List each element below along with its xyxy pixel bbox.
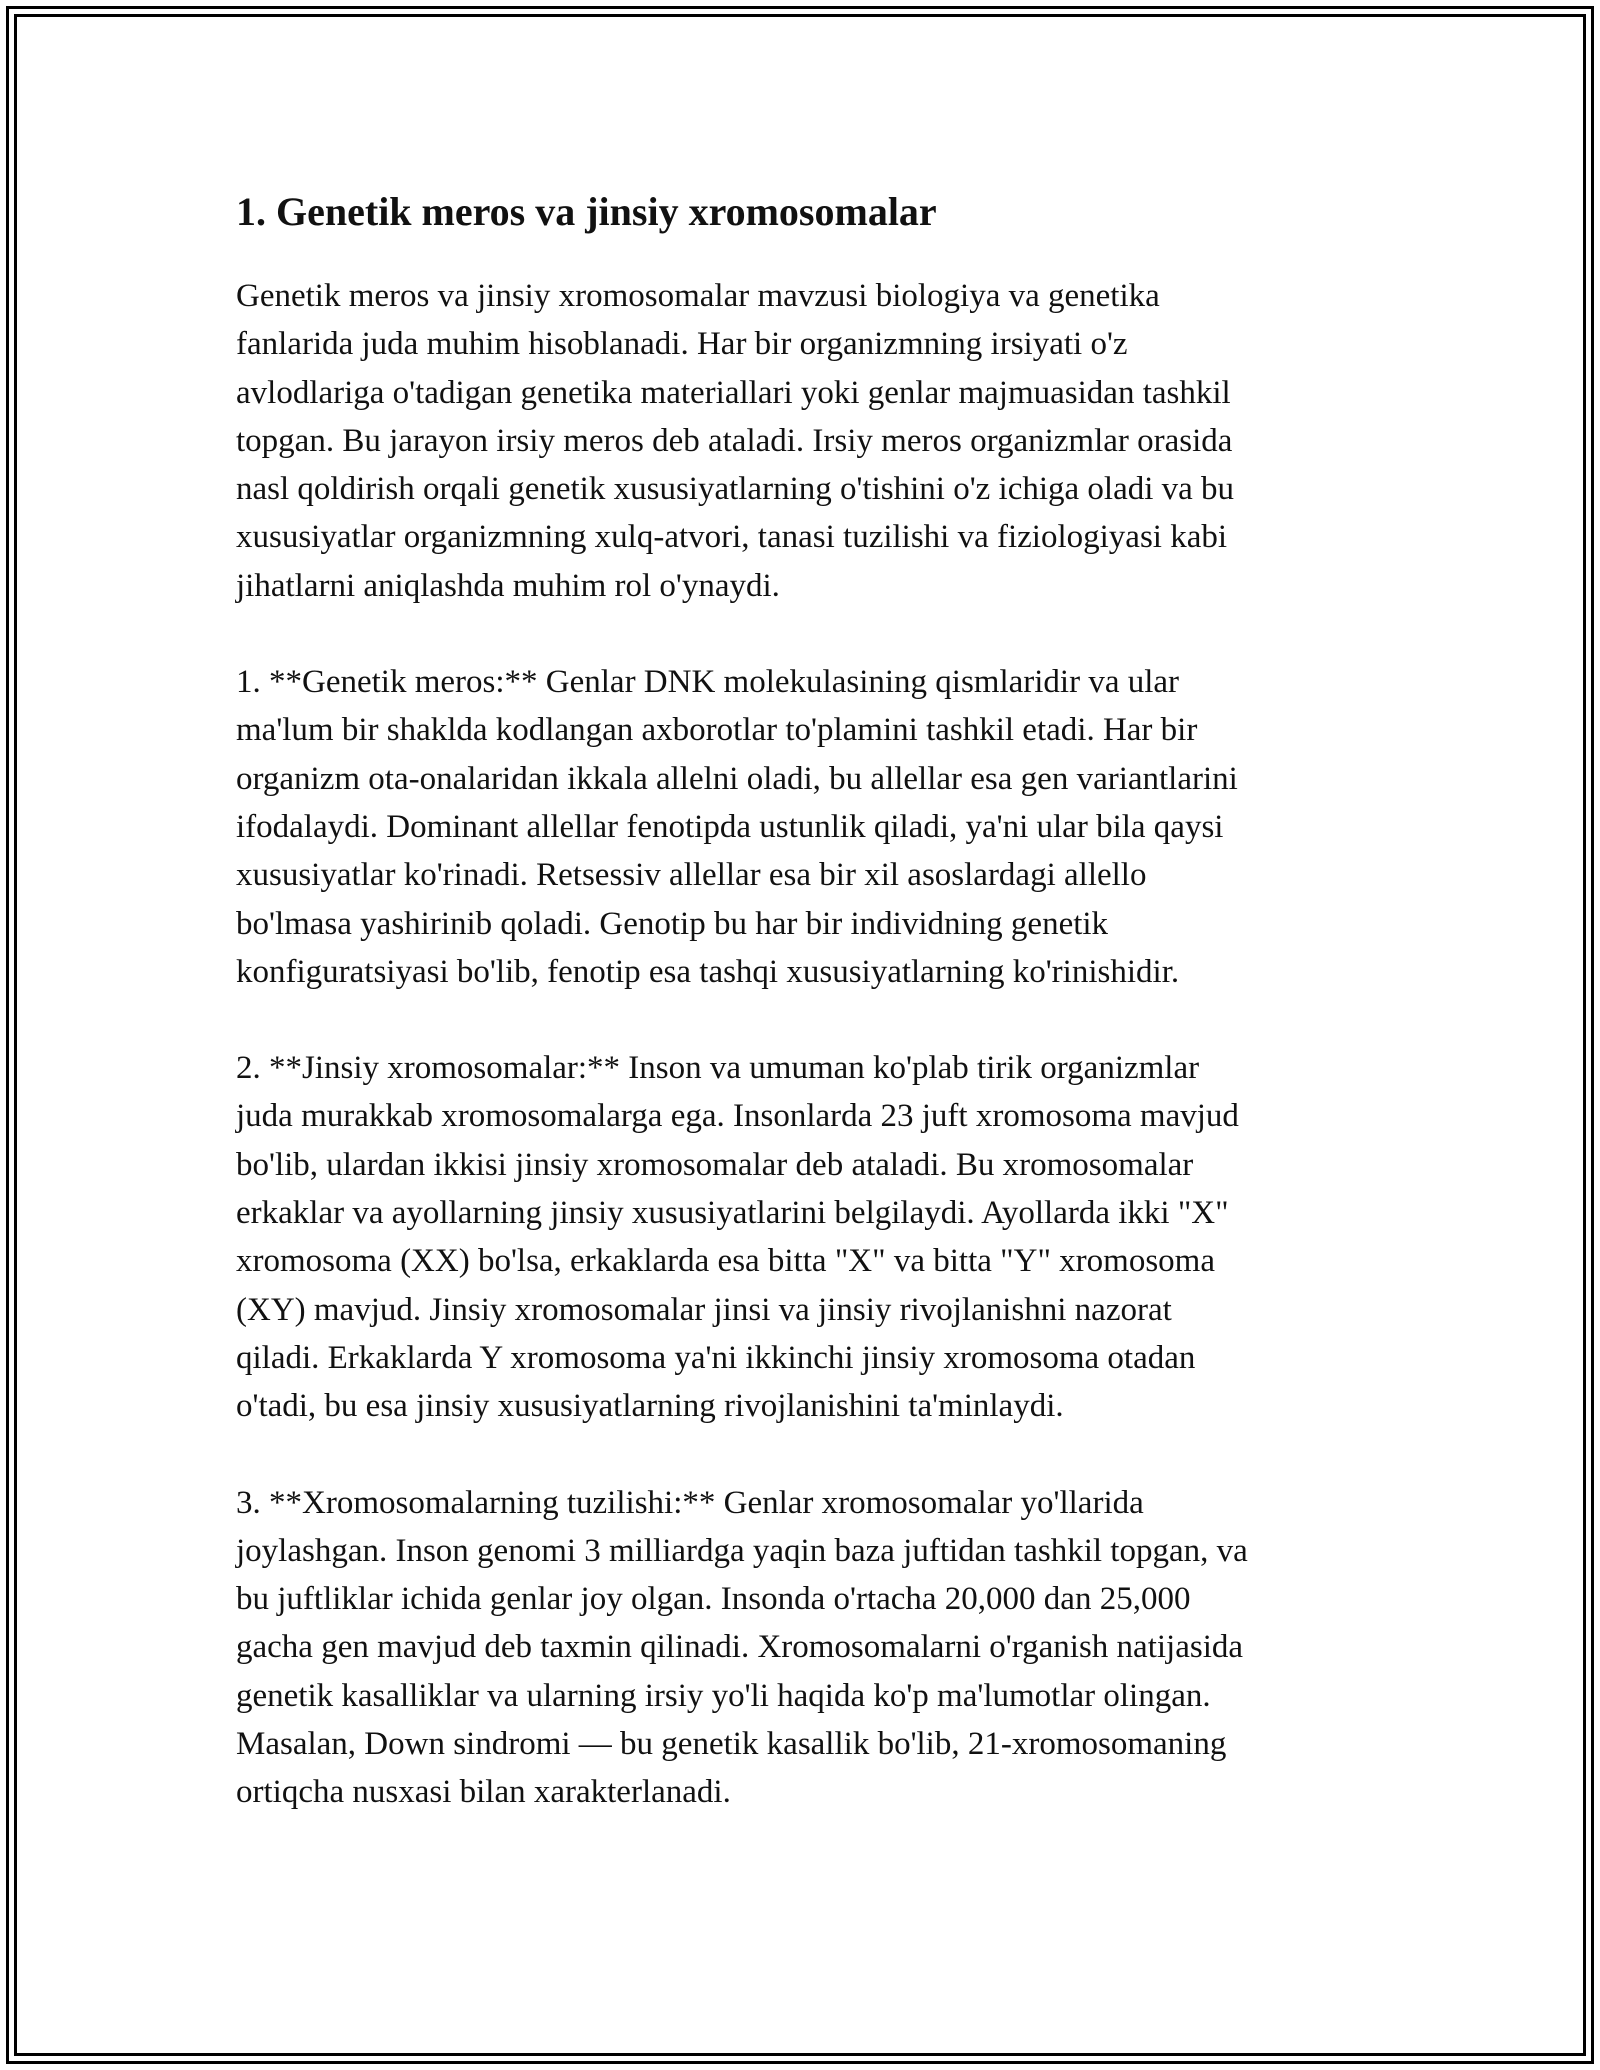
document-title: 1. Genetik meros va jinsiy xromosomalar [236,189,937,234]
section-genetic-inheritance: 1. **Genetik meros:** Genlar DNK molekulasining qismlaridir va ular ma'lum bir shaklda kodlangan axborotlar to'plamini tashkil etadi. Har bir organizm ota-onalaridan ikkala allelni oladi, bu allellar esa gen variantlarini ifodalaydi. Dominant allellar fenotipda ustunlik qiladi, ya'ni ular bila qaysi xususiyatlar ko'rinadi. Retsessiv allellar esa bir xil asoslardagi allello bo'lmasa yashirinib qoladi. Genotip bu har bir individning genetik konfiguratsiyasi bo'lib, fenotip esa tashqi xususiyatlarning ko'rinishidir. [236,664,1238,990]
document-body [236,186,1366,1865]
section-sex-chromosomes: 2. **Jinsiy xromosomalar:** Inson va umuman ko'plab tirik organizmlar juda murakkab xromosomalarga ega. Insonlarda 23 juft xromosoma mavjud bo'lib, ulardan ikkisi jinsiy xromosomalar deb ataladi. Bu xromosomalar erkaklar va ayollarning jinsiy xususiyatlarini belgilaydi. Ayollarda ikki "X" xromosoma (XX) bo'lsa, erkaklarda esa bitta "X" va bitta "Y" xromosoma (XY) mavjud. Jinsiy xromosomalar jinsi va jinsiy rivojlanishni nazorat qiladi. Erkaklarda Y xromosoma ya'ni ikkinchi jinsiy xromosoma otadan o'tadi, bu esa jinsiy xususiyatlarning rivojlanishini ta'minlaydi. [236,1050,1239,1425]
section-chromosome-structure: 3. **Xromosomalarning tuzilishi:** Genlar xromosomalar yo'llarida joylashgan. Inson genomi 3 milliardga yaqin baza juftidan tashkil topgan, va bu juftliklar ichida genlar joy olgan. Insonda o'rtacha 20,000 dan 25,000 gacha gen mavjud deb taxmin qilinadi. Xromosomalarni o'rganish natijasida genetik kasalliklar va ularning irsiy yo'li haqida ko'p ma'lumotlar olingan. Masalan, Down sindromi — bu genetik kasallik bo'lib, 21-xromosomaning ortiqcha nusxasi bilan xarakterlanadi. [236,1484,1248,1811]
intro-paragraph: Genetik meros va jinsiy xromosomalar mavzusi biologiya va genetika fanlarida juda muhim hisoblanadi. Har bir organizmning irsiyati o'z avlodlariga o'tadigan genetika materiallari yoki genlar majmuasidan tashkil topgan. Bu jarayon irsiy meros deb ataladi. Irsiy meros organizmlar orasida nasl qoldirish orqali genetik xususiyatlarning o'tishini o'z ichiga oladi va bu xususiyatlar organizmning xulq-atvori, tanasi tuzilishi va fiziologiyasi kabi jihatlarni aniqlashda muhim rol o'ynaydi. [236,278,1235,604]
